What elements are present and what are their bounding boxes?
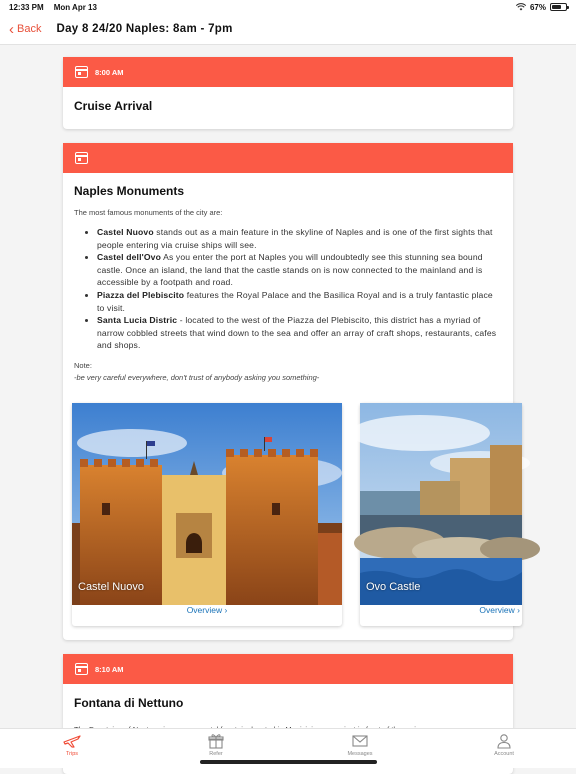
event-time: 8:00 AM — [95, 67, 124, 77]
list-item — [97, 251, 499, 289]
tab-account[interactable] — [432, 729, 576, 768]
castel-nuovo-photo — [72, 403, 342, 605]
monument-name: Piazza del Plebiscito — [97, 289, 185, 300]
back-button[interactable] — [9, 22, 41, 37]
event-title: Cruise Arrival — [74, 99, 153, 113]
tab-label: Account — [494, 751, 514, 757]
list-item — [97, 226, 499, 251]
monument-text: As you enter the port at Naples you will undoubtedly see this stunning sea bound castle. Once an island, the land that the castle stands on is now connected to the mainland and is accessible by a footpath and road. — [97, 252, 483, 288]
envelope-icon — [352, 733, 368, 749]
list-item — [97, 289, 499, 314]
monument-text: stands out as a main feature in the skyline of Naples and is one of the first sights that people entering via cruise ships will see. — [97, 227, 493, 250]
event-time: 8:10 AM — [95, 664, 124, 674]
back-label: Back — [17, 23, 42, 35]
photo-card-castel-nuovo[interactable] — [72, 403, 342, 626]
photo-caption: Castel Nuovo — [78, 581, 145, 593]
tab-label: Messages — [347, 751, 373, 757]
battery-fill — [552, 5, 561, 9]
event-title: Naples Monuments — [74, 184, 185, 198]
photo-caption: Ovo Castle — [366, 581, 421, 593]
chevron-left-icon: ‹ — [9, 20, 14, 38]
gift-icon — [208, 733, 224, 749]
status-time: 12:33 PM — [9, 2, 44, 12]
plane-icon — [63, 733, 81, 749]
calendar-icon — [75, 66, 88, 78]
monument-text: features the Royal Palace and the Basilica Royal and is a truly fantastic place to visit. — [97, 289, 493, 313]
tab-label: Trips — [65, 751, 79, 757]
event-card-arrival[interactable] — [63, 57, 513, 129]
status-bar — [0, 0, 576, 14]
monument-name: Castel dell'Ovo — [97, 252, 161, 263]
monument-list — [63, 226, 513, 352]
battery-percent: 67% — [529, 2, 546, 12]
note-label: Note: — [74, 360, 92, 370]
photo-carousel[interactable] — [72, 403, 520, 628]
monument-name: Castel Nuovo — [97, 227, 154, 237]
calendar-icon — [75, 152, 88, 164]
card-header — [63, 654, 513, 684]
photo-card-ovo-castle[interactable] — [360, 403, 522, 626]
tab-trips[interactable] — [0, 729, 144, 768]
tab-label: Refer — [209, 751, 223, 757]
event-card-monuments[interactable] — [63, 143, 520, 640]
event-title: Fontana di Nettuno — [74, 696, 184, 710]
monument-text: - located to the west of the Piazza del Plebiscito, this district has a myriad of narrow cobbled streets that wind down to the sea and offer an array of craft shops, restaurants, cafes and shops. — [97, 315, 497, 351]
status-date: Mon Apr 13 — [53, 2, 97, 12]
person-icon — [496, 733, 512, 749]
event-intro: The most famous monuments of the city are: — [74, 208, 223, 217]
card-header — [63, 57, 513, 87]
home-indicator — [200, 760, 377, 764]
note-text: -be very careful everywhere, don't trust of anybody asking you something- — [74, 372, 320, 382]
ovo-castle-photo — [360, 403, 522, 605]
calendar-icon — [75, 663, 88, 675]
list-item — [97, 314, 499, 352]
card-header — [63, 143, 513, 173]
nav-bar — [0, 14, 576, 45]
overview-link[interactable]: Overview › — [479, 605, 520, 615]
monument-name: Santa Lucia Distric — [97, 315, 178, 326]
page-title: Day 8 24/20 Naples: 8am - 7pm — [56, 23, 233, 35]
wifi-icon — [516, 3, 526, 11]
itinerary-scroll[interactable] — [0, 46, 576, 728]
battery-icon — [550, 3, 567, 11]
overview-link[interactable]: Overview › — [186, 605, 228, 615]
